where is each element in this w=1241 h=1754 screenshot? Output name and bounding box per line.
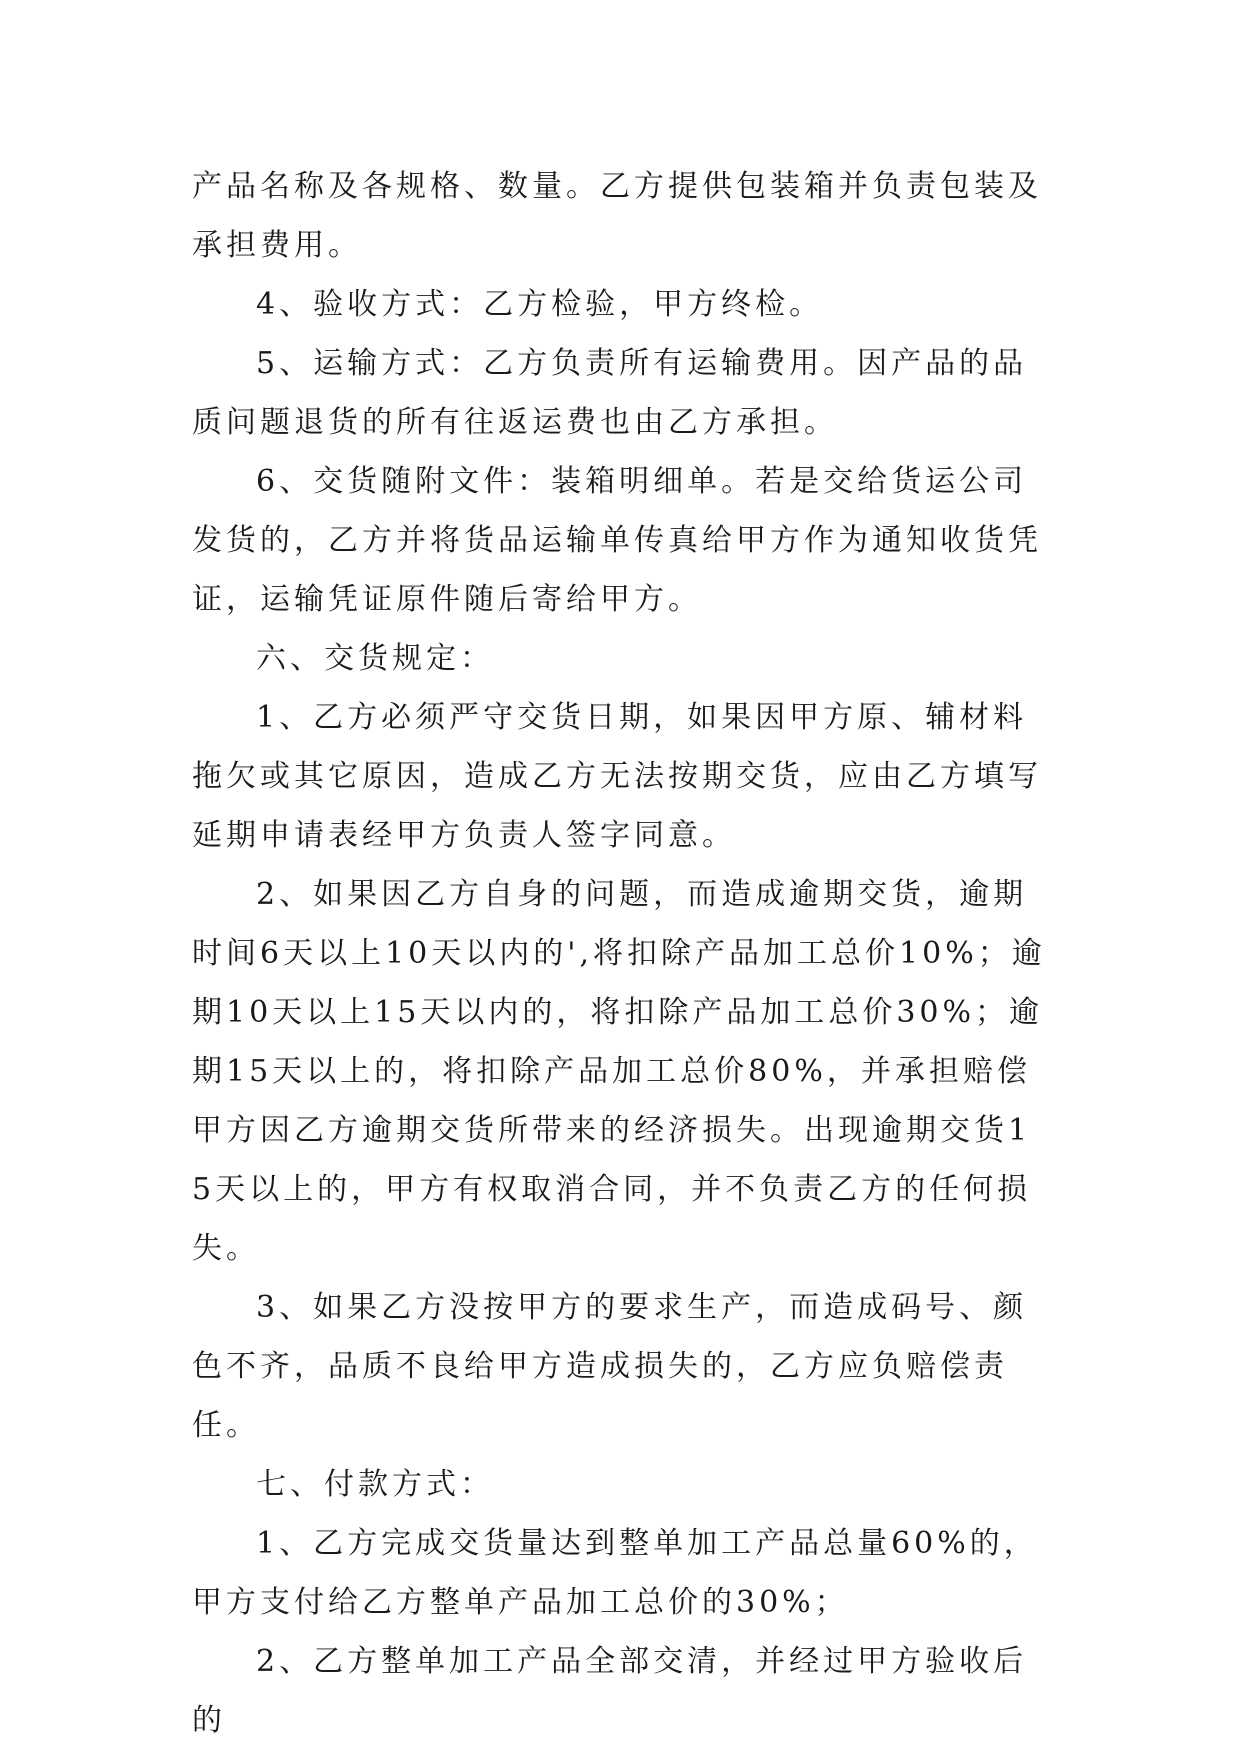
paragraph-2: 4、验收方式：乙方检验，甲方终检。 xyxy=(256,287,824,322)
document-body xyxy=(192,157,1052,1750)
section-heading-6: 六、交货规定： xyxy=(256,641,494,676)
paragraph-11: 2、乙方整单加工产品全部交清，并经过甲方验收后的 xyxy=(192,1644,1028,1738)
paragraph-3: 5、运输方式：乙方负责所有运输费用。因产品的品质问题退货的所有往返运费也由乙方承担。 xyxy=(192,346,1028,440)
paragraph-7: 2、如果因乙方自身的问题，而造成逾期交货，逾期时间6天以上10天以内的',将扣除产品加工总价10%；逾期10天以上15天以内的，将扣除产品加工总价30%；逾期15天以上的，将扣除产品加工总价80%，并承担赔偿甲方因乙方逾期交货所带来的经济损失。出现逾期交货15天以上的，甲方有权取消合同，并不负责乙方的任何损失。 xyxy=(192,877,1046,1266)
paragraph-8: 3、如果乙方没按甲方的要求生产，而造成码号、颜色不齐，品质不良给甲方造成损失的，乙方应负赔偿责任。 xyxy=(192,1290,1028,1443)
paragraph-4: 6、交货随附文件：装箱明细单。若是交给货运公司发货的，乙方并将货品运输单传真给甲方作为通知收货凭证，运输凭证原件随后寄给甲方。 xyxy=(192,464,1042,617)
section-heading-7: 七、付款方式： xyxy=(256,1467,494,1502)
paragraph-1: 产品名称及各规格、数量。乙方提供包装箱并负责包装及承担费用。 xyxy=(192,169,1042,263)
paragraph-10: 1、乙方完成交货量达到整单加工产品总量60%的，甲方支付给乙方整单产品加工总价的30%； xyxy=(192,1526,1038,1620)
paragraph-6: 1、乙方必须严守交货日期，如果因甲方原、辅材料拖欠或其它原因，造成乙方无法按期交货，应由乙方填写延期申请表经甲方负责人签字同意。 xyxy=(192,700,1042,853)
